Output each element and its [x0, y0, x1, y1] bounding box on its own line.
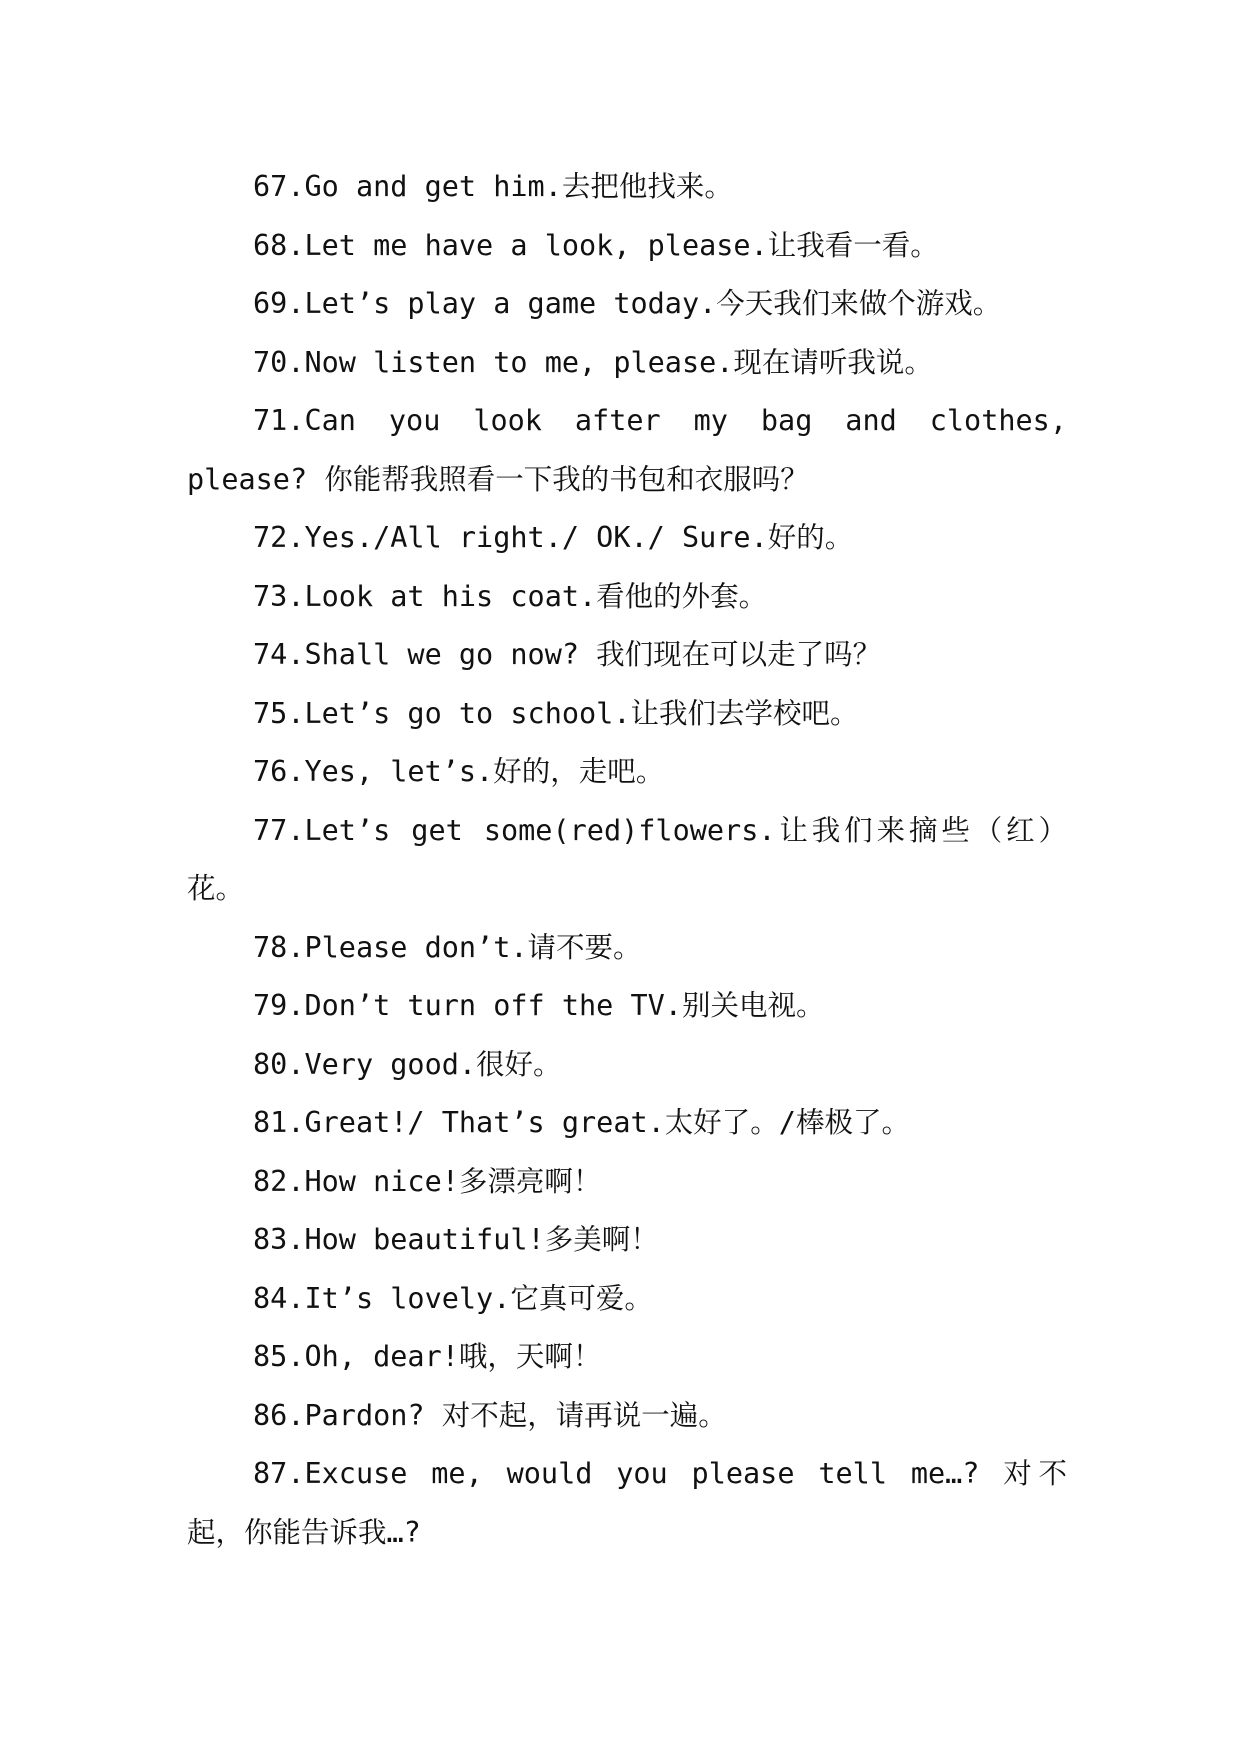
phrase-item-71: 71.Can you look after my bag and clothes, please? 你能帮我照看一下我的书包和衣服吗？	[187, 404, 1067, 496]
phrase-item-67: 67.Go and get him.去把他找来。	[253, 170, 733, 203]
phrase-item-68: 68.Let me have a look, please.让我看一看。	[253, 228, 939, 262]
phrase-item-75: 75.Let’s go to school.让我们去学校吧。	[253, 696, 859, 730]
phrase-item-82: 82.How nice!多漂亮啊！	[253, 1164, 602, 1198]
phrase-item-74: 74.Shall we go now? 我们现在可以走了吗？	[253, 638, 882, 671]
phrase-item-84: 84.It’s lovely.它真可爱。	[253, 1281, 653, 1315]
phrase-item-77: 77.Let’s get some(red)flowers.让我们来摘些（红）花。	[187, 813, 1067, 905]
phrase-item-78: 78.Please don’t.请不要。	[253, 930, 642, 964]
phrase-item-83: 83.How beautiful!多美啊！	[253, 1223, 659, 1256]
phrase-item-70: 70.Now listen to me, please.现在请听我说。	[253, 345, 933, 379]
phrase-item-72: 72.Yes./All right./ OK./ Sure.好的。	[253, 521, 854, 554]
phrase-item-80: 80.Very good.很好。	[253, 1047, 562, 1081]
phrase-list	[187, 158, 1067, 1562]
phrase-item-76: 76.Yes, let’s.好的，走吧。	[253, 755, 665, 788]
phrase-item-86: 86.Pardon? 对不起，请再说一遍。	[253, 1398, 727, 1432]
phrase-item-79: 79.Don’t turn off the TV.别关电视。	[253, 989, 825, 1022]
phrase-item-87: 87.Excuse me, would you please tell me…? 对不起，你能告诉我…?	[187, 1457, 1067, 1549]
phrase-item-69: 69.Let’s play a game today.今天我们来做个游戏。	[253, 287, 1002, 320]
phrase-item-85: 85.Oh, dear!哦，天啊！	[253, 1340, 602, 1373]
phrase-item-81: 81.Great!/ That’s great.太好了。/棒极了。	[253, 1106, 910, 1139]
phrase-item-73: 73.Look at his coat.看他的外套。	[253, 579, 768, 613]
